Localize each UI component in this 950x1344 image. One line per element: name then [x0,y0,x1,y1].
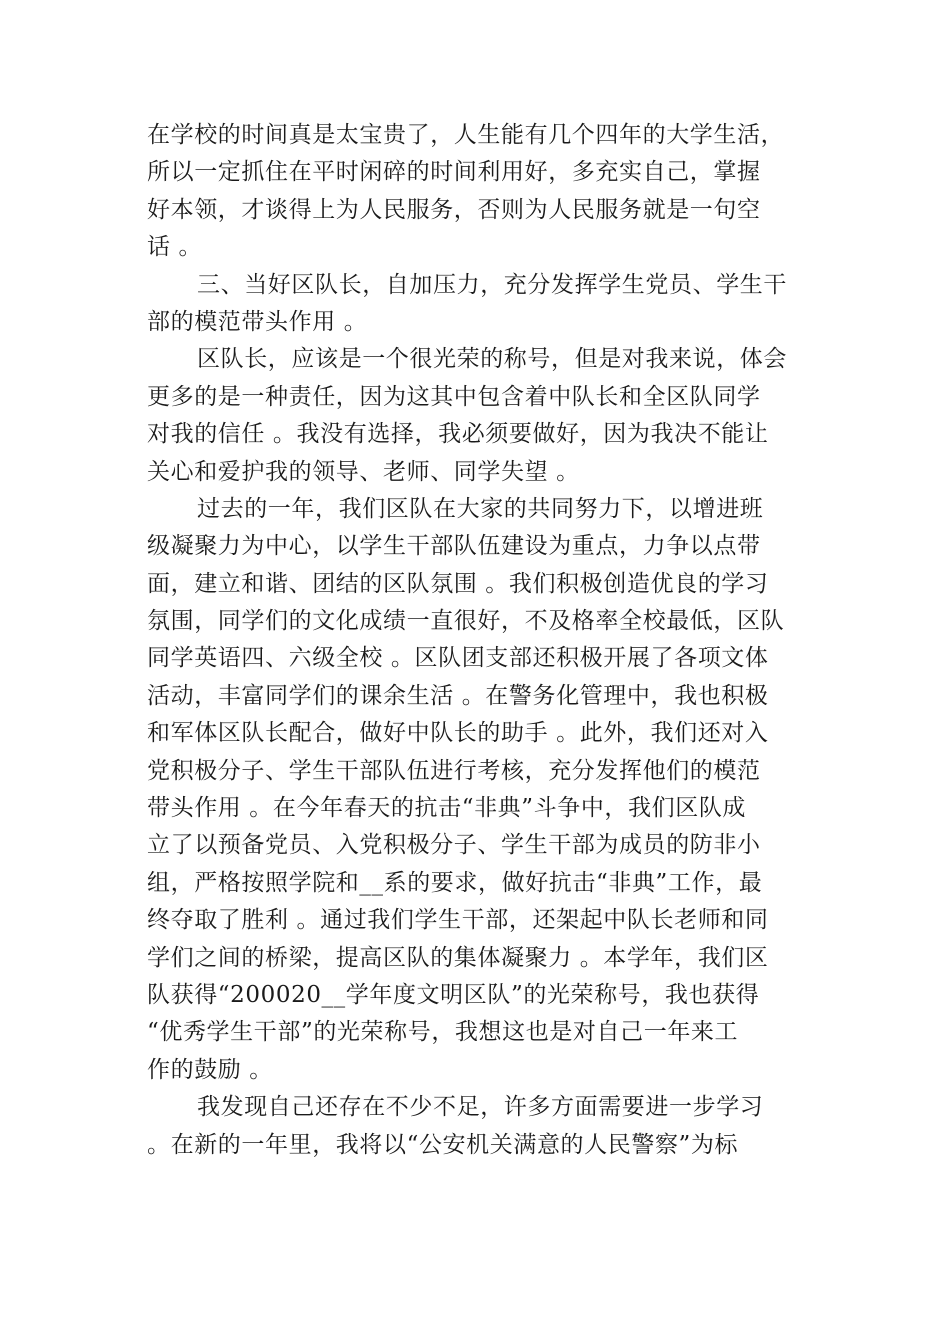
text-line: 同学英语四、六级全校 。区队团支部还积极开展了各项文体 [147,645,769,672]
text-line: 关心和爱护我的领导、老师、同学失望 。 [147,458,580,485]
text-line: 更多的是一种责任，因为这其中包含着中队长和全区队同学 [147,383,761,410]
text-line: 所以一定抓住在平时闲碎的时间利用好，多充实自己，掌握 [147,159,761,186]
paragraph-start: 过去的一年，我们区队在大家的共同努力下，以增进班 [197,495,764,522]
text-line: 立了以预备党员、入党积极分子、学生干部为成员的防非小 [147,832,761,859]
text-line: 组，严格按照学院和__系的要求，做好抗击“非典”工作，最 [147,869,763,896]
text-line: 级凝聚力为中心，以学生干部队伍建设为重点，力争以点带 [147,533,761,560]
text-line: 对我的信任 。我没有选择，我必须要做好，因为我决不能让 [147,421,769,448]
text-line: 终夺取了胜利 。通过我们学生干部，还架起中队长老师和同 [147,907,769,934]
text-line: 好本领，才谈得上为人民服务，否则为人民服务就是一句空 [147,196,761,223]
text-line: 在学校的时间真是太宝贵了，人生能有几个四年的大学生活， [147,122,785,148]
text-line: 党积极分子、学生干部队伍进行考核，充分发挥他们的模范 [147,757,761,784]
text-line: 和军体区队长配合，做好中队长的助手 。此外，我们还对入 [147,720,769,747]
text-line: 活动，丰富同学们的课余生活 。在警务化管理中，我也积极 [147,682,769,709]
paragraph-start: 我发现自己还存在不少不足，许多方面需要进一步学习 [197,1094,764,1121]
text-line: 氛围，同学们的文化成绩一直很好，不及格率全校最低，区队 [147,608,785,635]
paragraph-start: 区队长，应该是一个很光荣的称号，但是对我来说，体会 [197,346,787,373]
text-line: 。在新的一年里，我将以“公安机关满意的人民警察”为标 [147,1131,739,1158]
text-line: 带头作用 。在今年春天的抗击“非典”斗争中，我们区队成 [147,795,747,822]
text-line: 学们之间的桥梁，提高区队的集体凝聚力 。本学年，我们区 [147,944,769,971]
text-line: 话 。 [147,234,203,261]
section-heading: 三、当好区队长，自加压力，充分发挥学生党员、学生干 [197,271,787,298]
text-line: 面，建立和谐、团结的区队氛围 。我们积极创造优良的学习 [147,570,769,597]
text-line: 作的鼓励 。 [147,1056,273,1083]
document-body [147,117,807,1164]
text-line: “优秀学生干部”的光荣称号，我想这也是对自己一年来工 [147,1019,739,1046]
text-line: 队获得“200020__学年度文明区队”的光荣称号，我也获得 [147,981,760,1008]
section-heading-continued: 部的模范带头作用 。 [147,308,368,335]
